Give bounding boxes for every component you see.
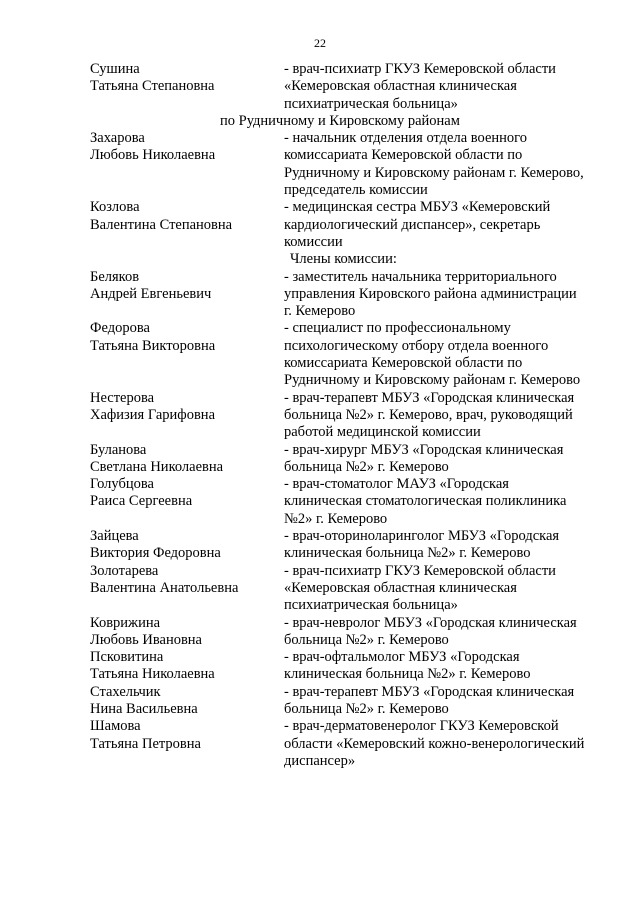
person-position-line: больница №2» г. Кемерово bbox=[284, 458, 449, 475]
person-position bbox=[284, 649, 604, 684]
person-entry bbox=[90, 615, 610, 650]
person-position-line: области «Кемеровский кожно-венерологический bbox=[284, 735, 585, 752]
person-position-line: - врач-хирург МБУЗ «Городская клиническая bbox=[284, 441, 564, 458]
members-heading: Члены комиссии: bbox=[290, 251, 397, 268]
person-position-line: клиническая стоматологическая поликлиника bbox=[284, 493, 567, 510]
person-position-line: - специалист по профессиональному bbox=[284, 320, 511, 337]
person-name-line: Зайцева bbox=[90, 528, 139, 545]
person-position bbox=[284, 615, 604, 650]
person-entry bbox=[90, 320, 610, 389]
person-position-line: - заместитель начальника территориального bbox=[284, 268, 557, 285]
person-name bbox=[90, 442, 284, 477]
person-position-line: - врач-терапевт МБУЗ «Городская клиническая bbox=[284, 389, 575, 406]
entries-before-section bbox=[90, 61, 610, 113]
person-name-line: Козлова bbox=[90, 199, 140, 216]
page-number: 22 bbox=[314, 36, 326, 50]
person-position-line: - врач-дерматовенеролог ГКУЗ Кемеровской bbox=[284, 718, 559, 735]
person-name-line: Светлана Николаевна bbox=[90, 458, 224, 475]
person-name-line: Стахельчик bbox=[90, 683, 161, 700]
person-entry bbox=[90, 563, 610, 615]
person-name-line: Валентина Анатольевна bbox=[90, 579, 239, 596]
person-entry bbox=[90, 649, 610, 684]
person-entry bbox=[90, 199, 610, 251]
person-name-line: Татьяна Петровна bbox=[90, 735, 201, 752]
person-position-line: - врач-офтальмолог МБУЗ «Городская bbox=[284, 649, 520, 666]
person-position bbox=[284, 269, 604, 321]
person-name-line: Буланова bbox=[90, 441, 147, 458]
person-name-line: Нина Васильевна bbox=[90, 700, 198, 717]
person-name bbox=[90, 718, 284, 770]
person-position-line: - врач-терапевт МБУЗ «Городская клиническая bbox=[284, 683, 575, 700]
person-position-line: - врач-психиатр ГКУЗ Кемеровской области bbox=[284, 562, 556, 579]
person-position-line: управления Кировского района администрации bbox=[284, 285, 577, 302]
commission-members bbox=[90, 269, 610, 771]
person-name-line: Сушина bbox=[90, 61, 140, 77]
person-entry bbox=[90, 130, 610, 199]
person-name-line: Виктория Федоровна bbox=[90, 545, 221, 562]
person-name bbox=[90, 615, 284, 650]
person-position-line: больница №2» г. Кемерово bbox=[284, 700, 449, 717]
person-entry bbox=[90, 390, 610, 442]
person-name-line: Раиса Сергеевна bbox=[90, 493, 193, 510]
person-position-line: - врач-психиатр ГКУЗ Кемеровской области bbox=[284, 61, 556, 77]
person-position-line: Рудничному и Кировскому районам г. Кемерово, bbox=[284, 164, 584, 181]
person-name bbox=[90, 269, 284, 321]
person-position-line: - врач-стоматолог МАУЗ «Городская bbox=[284, 476, 509, 493]
person-position-line: психиатрическая больница» bbox=[284, 95, 458, 112]
person-position-line: - начальник отделения отдела военного bbox=[284, 130, 527, 147]
person-position-line: №2» г. Кемерово bbox=[284, 510, 388, 527]
person-name-line: Голубцова bbox=[90, 476, 154, 493]
person-position-line: «Кемеровская областная клиническая bbox=[284, 78, 517, 95]
person-name bbox=[90, 130, 284, 199]
person-position bbox=[284, 320, 604, 389]
person-name bbox=[90, 199, 284, 251]
section-heading: по Рудничному и Кировскому районам bbox=[220, 112, 460, 129]
person-position bbox=[284, 718, 604, 770]
person-name bbox=[90, 390, 284, 442]
person-name bbox=[90, 684, 284, 719]
person-position-line: больница №2» г. Кемерово, врач, руководящий bbox=[284, 406, 573, 423]
person-entry bbox=[90, 476, 610, 528]
person-position-line: комиссариата Кемеровской области по bbox=[284, 147, 523, 164]
person-position-line: Рудничному и Кировскому районам г. Кемерово bbox=[284, 372, 581, 389]
person-name-line: Хафизия Гарифовна bbox=[90, 406, 215, 423]
person-name-line: Любовь Ивановна bbox=[90, 631, 202, 648]
person-position-line: диспансер» bbox=[284, 752, 356, 769]
person-position-line: комиссариата Кемеровской области по bbox=[284, 355, 523, 372]
person-position-line: клиническая больница №2» г. Кемерово bbox=[284, 666, 531, 683]
person-name bbox=[90, 528, 284, 563]
person-position bbox=[284, 476, 604, 528]
person-name bbox=[90, 476, 284, 528]
commission-document bbox=[90, 61, 610, 770]
person-position-line: клиническая больница №2» г. Кемерово bbox=[284, 545, 531, 562]
person-name-line: Псковитина bbox=[90, 649, 164, 666]
person-position-line: - врач-невролог МБУЗ «Городская клиническая bbox=[284, 614, 577, 631]
person-name bbox=[90, 320, 284, 389]
person-position bbox=[284, 684, 604, 719]
person-position-line: кардиологический диспансер», секретарь bbox=[284, 216, 541, 233]
person-position-line: работой медицинской комиссии bbox=[284, 424, 481, 441]
person-name-line: Шамова bbox=[90, 718, 141, 735]
person-entry bbox=[90, 718, 610, 770]
person-position-line: «Кемеровская областная клиническая bbox=[284, 579, 517, 596]
person-name-line: Коврижина bbox=[90, 614, 161, 631]
person-name-line: Любовь Николаевна bbox=[90, 147, 216, 164]
person-name-line: Захарова bbox=[90, 130, 145, 147]
person-entry bbox=[90, 269, 610, 321]
person-position bbox=[284, 199, 604, 251]
commission-leads bbox=[90, 130, 610, 251]
person-name bbox=[90, 61, 284, 113]
person-name-line: Нестерова bbox=[90, 389, 155, 406]
person-name-line: Федорова bbox=[90, 320, 150, 337]
person-entry bbox=[90, 684, 610, 719]
person-name-line: Татьяна Степановна bbox=[90, 78, 215, 95]
person-position-line: психиатрическая больница» bbox=[284, 597, 458, 614]
person-position-line: - медицинская сестра МБУЗ «Кемеровский bbox=[284, 199, 551, 216]
person-position bbox=[284, 528, 604, 563]
person-name-line: Валентина Степановна bbox=[90, 216, 233, 233]
person-name-line: Золотарева bbox=[90, 562, 159, 579]
person-name bbox=[90, 649, 284, 684]
person-position bbox=[284, 130, 604, 199]
person-name-line: Татьяна Викторовна bbox=[90, 337, 216, 354]
person-position bbox=[284, 442, 604, 477]
person-name-line: Андрей Евгеньевич bbox=[90, 285, 212, 302]
person-position bbox=[284, 61, 604, 113]
person-entry bbox=[90, 442, 610, 477]
person-position-line: комиссии bbox=[284, 233, 343, 250]
person-name-line: Татьяна Николаевна bbox=[90, 666, 215, 683]
person-position-line: больница №2» г. Кемерово bbox=[284, 631, 449, 648]
person-position-line: г. Кемерово bbox=[284, 303, 356, 320]
person-entry bbox=[90, 528, 610, 563]
person-name bbox=[90, 563, 284, 615]
person-entry bbox=[90, 61, 610, 113]
person-position-line: председатель комиссии bbox=[284, 182, 428, 199]
person-position bbox=[284, 390, 604, 442]
person-position-line: психологическому отбору отдела военного bbox=[284, 337, 549, 354]
person-position bbox=[284, 563, 604, 615]
person-position-line: - врач-оториноларинголог МБУЗ «Городская bbox=[284, 528, 560, 545]
person-name-line: Беляков bbox=[90, 268, 140, 285]
